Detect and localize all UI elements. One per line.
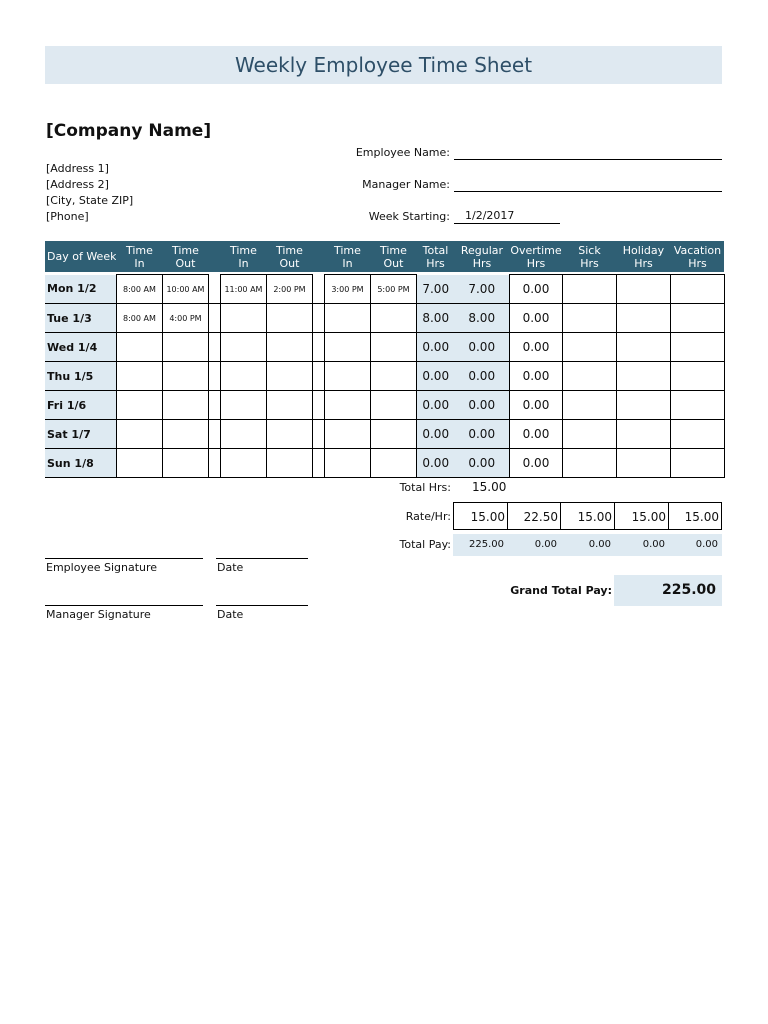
header-time-out-line2: Out [175,256,196,270]
company-name[interactable]: [Company Name] [46,121,212,141]
manager-date-label: Date [217,608,244,621]
time-in-2[interactable] [220,304,266,333]
rate-label: Rate/Hr: [405,510,451,523]
time-in-2[interactable] [220,333,266,362]
header-time-out-line2: Out [383,256,404,270]
time-in-2[interactable] [220,391,266,420]
gap-cell [312,391,324,420]
timesheet-table [45,241,725,478]
header-time-in-line2: In [134,256,145,270]
gap-cell [208,304,220,333]
total-hrs: 0.00 [416,362,454,391]
rate-overtime[interactable]: 22.50 [507,502,561,530]
header-sick-line1: Sick [578,243,601,257]
time-out-3[interactable] [370,333,416,362]
time-in-1[interactable]: 8:00 AM [116,275,162,304]
grand-total-label: Grand Total Pay: [510,584,612,597]
holiday-hrs[interactable] [616,420,670,449]
header-total-hrs [416,241,454,272]
header-time-in [324,241,370,272]
header-time-in-line1: Time [334,243,361,257]
gap-cell [208,362,220,391]
time-in-3[interactable] [324,449,370,478]
pay-holiday: 0.00 [615,534,669,556]
day-label: Sun 1/8 [45,449,116,478]
time-out-2[interactable]: 2:00 PM [266,275,312,304]
address-2[interactable]: [Address 2] [46,178,109,191]
time-in-3[interactable] [324,420,370,449]
pay-overtime: 0.00 [508,534,561,556]
gap-cell [312,275,324,304]
gap-cell [208,449,220,478]
header-overtime-line2: Hrs [526,256,546,270]
time-out-1[interactable] [162,449,208,478]
time-in-3[interactable]: 3:00 PM [324,275,370,304]
table-row [45,275,724,304]
title-bar [45,46,722,84]
time-out-2[interactable] [266,333,312,362]
day-label: Fri 1/6 [45,391,116,420]
week-starting-label: Week Starting: [368,210,450,223]
time-in-1[interactable] [116,420,162,449]
week-starting-value: 1/2/2017 [465,209,515,222]
time-in-1[interactable] [116,449,162,478]
overtime-hrs: 0.00 [509,304,562,333]
sick-hrs[interactable] [562,275,616,304]
header-time-out-line2: Out [279,256,300,270]
header-regular-line1: Regular [460,243,504,257]
vacation-hrs[interactable] [670,420,724,449]
rate-regular[interactable]: 15.00 [453,502,508,530]
gap-cell [312,362,324,391]
manager-name-label: Manager Name: [362,178,450,191]
header-overtime-line1: Overtime [510,243,562,257]
table-row [45,449,724,478]
header-holiday-line1: Holiday [622,243,665,257]
header-time-in [220,241,266,272]
week-starting-field[interactable] [454,223,560,224]
header-time-out-line1: Time [276,243,303,257]
holiday-hrs[interactable] [616,449,670,478]
gap-cell [312,449,324,478]
pay-sick: 0.00 [561,534,615,556]
time-out-3[interactable] [370,449,416,478]
overtime-hrs: 0.00 [509,449,562,478]
total-hrs-label: Total Hrs: [399,481,451,494]
header-vacation-hrs [670,241,724,272]
time-in-1[interactable] [116,391,162,420]
sick-hrs[interactable] [562,391,616,420]
rate-holiday[interactable]: 15.00 [614,502,669,530]
time-in-3[interactable] [324,362,370,391]
time-in-3[interactable] [324,333,370,362]
city-state-zip[interactable]: [City, State ZIP] [46,194,134,207]
time-out-1[interactable] [162,333,208,362]
header-holiday-line2: Hrs [634,256,653,270]
gap-cell [312,420,324,449]
header-regular-line2: Hrs [472,256,492,270]
time-in-1[interactable] [116,333,162,362]
overtime-hrs: 0.00 [509,420,562,449]
manager-date-line[interactable] [216,605,308,606]
phone[interactable]: [Phone] [46,210,89,223]
time-out-2[interactable] [266,420,312,449]
gap-cell [208,275,220,304]
time-in-2[interactable] [220,362,266,391]
time-out-2[interactable] [266,391,312,420]
sick-hrs[interactable] [562,362,616,391]
manager-signature-label: Manager Signature [46,608,151,621]
total-hrs: 0.00 [416,449,454,478]
time-out-1[interactable] [162,420,208,449]
time-in-1[interactable]: 8:00 AM [116,304,162,333]
regular-hrs: 0.00 [454,449,509,478]
regular-hrs: 8.00 [454,304,509,333]
total-hrs: 0.00 [416,333,454,362]
time-out-2[interactable] [266,362,312,391]
vacation-hrs[interactable] [670,333,724,362]
gap-cell [208,420,220,449]
time-out-3[interactable] [370,420,416,449]
sick-hrs[interactable] [562,449,616,478]
holiday-hrs[interactable] [616,391,670,420]
header-total-line1: Total [422,243,449,257]
gap-cell [312,304,324,333]
time-out-2[interactable] [266,449,312,478]
header-sick-hrs [562,241,616,272]
gap-cell [208,333,220,362]
header-time-out-line1: Time [380,243,407,257]
grand-total-value: 225.00 [614,575,722,606]
page-title: Weekly Employee Time Sheet [234,53,533,77]
header-gap [208,241,220,272]
pay-vacation: 0.00 [669,534,722,556]
sick-hrs[interactable] [562,304,616,333]
employee-signature-line[interactable] [45,558,203,559]
vacation-hrs[interactable] [670,449,724,478]
vacation-hrs[interactable] [670,391,724,420]
total-hrs: 7.00 [416,275,454,304]
time-in-1[interactable] [116,362,162,391]
sick-hrs[interactable] [562,333,616,362]
header-time-in-line1: Time [230,243,257,257]
header-vacation-line2: Hrs [688,256,707,270]
header-time-in [116,241,162,272]
total-hrs: 8.00 [416,304,454,333]
time-out-3[interactable] [370,362,416,391]
header-row [45,241,724,272]
vacation-hrs[interactable] [670,304,724,333]
regular-hrs: 7.00 [454,275,509,304]
overtime-hrs: 0.00 [509,391,562,420]
overtime-hrs: 0.00 [509,333,562,362]
header-vacation-line1: Vacation [673,243,722,257]
time-out-3[interactable]: 5:00 PM [370,275,416,304]
header-holiday-hrs [616,241,670,272]
regular-hrs: 0.00 [454,391,509,420]
employee-date-label: Date [217,561,244,574]
regular-hrs: 0.00 [454,362,509,391]
time-out-1[interactable]: 4:00 PM [162,304,208,333]
header-sick-line2: Hrs [580,256,599,270]
regular-hrs: 0.00 [454,333,509,362]
manager-signature-line[interactable] [45,605,203,606]
time-in-2[interactable] [220,449,266,478]
time-out-3[interactable] [370,391,416,420]
header-time-in-line2: In [238,256,249,270]
holiday-hrs[interactable] [616,333,670,362]
header-gap [312,241,324,272]
time-out-1[interactable] [162,391,208,420]
header-day-of-week: Day of Week [45,241,116,272]
gap-cell [312,333,324,362]
total-pay-label: Total Pay: [399,538,451,551]
day-label: Sat 1/7 [45,420,116,449]
table-row [45,333,724,362]
employee-name-field[interactable] [454,159,722,160]
day-label: Wed 1/4 [45,333,116,362]
day-label: Thu 1/5 [45,362,116,391]
header-time-in-line2: In [342,256,353,270]
holiday-hrs[interactable] [616,362,670,391]
sick-hrs[interactable] [562,420,616,449]
total-hrs: 0.00 [416,391,454,420]
regular-hrs: 0.00 [454,420,509,449]
header-regular-hrs [454,241,509,272]
day-label: Mon 1/2 [45,275,116,304]
vacation-hrs[interactable] [670,275,724,304]
time-in-3[interactable] [324,304,370,333]
total-hrs: 0.00 [416,420,454,449]
employee-date-line[interactable] [216,558,308,559]
header-total-line2: Hrs [426,256,445,270]
vacation-hrs[interactable] [670,362,724,391]
total-hrs-value: 15.00 [472,480,507,494]
pay-regular: 225.00 [453,534,508,556]
day-label: Tue 1/3 [45,304,116,333]
table-row [45,304,724,333]
holiday-hrs[interactable] [616,304,670,333]
rate-vacation[interactable]: 15.00 [668,502,722,530]
header-overtime-hrs [509,241,562,272]
time-out-1[interactable] [162,362,208,391]
holiday-hrs[interactable] [616,275,670,304]
header-time-in-line1: Time [126,243,153,257]
table-row [45,391,724,420]
time-out-3[interactable] [370,304,416,333]
address-1[interactable]: [Address 1] [46,162,109,175]
time-out-2[interactable] [266,304,312,333]
time-in-2[interactable] [220,420,266,449]
header-time-out [266,241,312,272]
overtime-hrs: 0.00 [509,362,562,391]
time-out-1[interactable]: 10:00 AM [162,275,208,304]
employee-name-label: Employee Name: [355,146,450,159]
overtime-hrs: 0.00 [509,275,562,304]
header-time-out [370,241,416,272]
rate-sick[interactable]: 15.00 [560,502,615,530]
header-time-out [162,241,208,272]
manager-name-field[interactable] [454,191,722,192]
table-row [45,420,724,449]
time-in-3[interactable] [324,391,370,420]
time-in-2[interactable]: 11:00 AM [220,275,266,304]
gap-cell [208,391,220,420]
employee-signature-label: Employee Signature [46,561,158,574]
table-row [45,362,724,391]
header-time-out-line1: Time [172,243,199,257]
